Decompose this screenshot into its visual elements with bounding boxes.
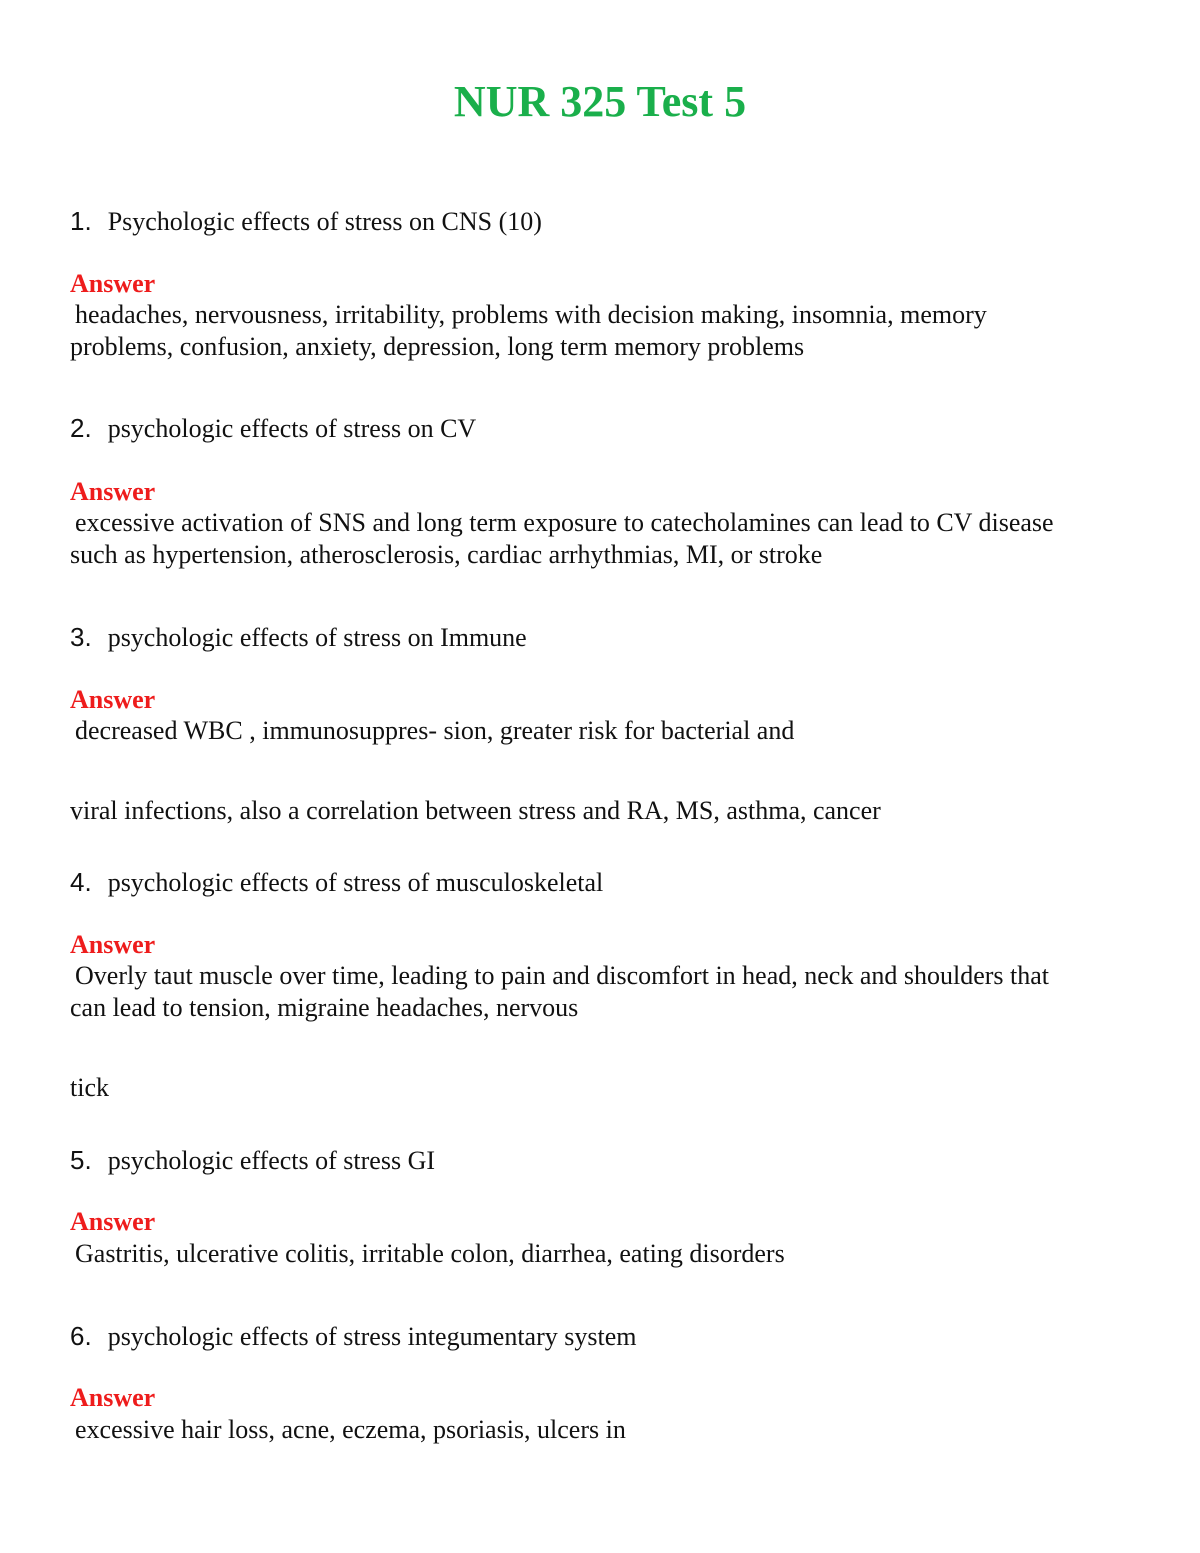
answer-text bbox=[70, 299, 1130, 363]
question-number: 3. bbox=[70, 622, 92, 652]
question-number: 1. bbox=[70, 206, 92, 236]
answer-line: problems, confusion, anxiety, depression, long term memory problems bbox=[70, 332, 805, 361]
question-number: 6. bbox=[70, 1321, 92, 1351]
answer-line: decreased WBC , immunosuppres- sion, greater risk for bacterial and bbox=[75, 716, 795, 745]
question-1 bbox=[70, 205, 1130, 238]
answer-text bbox=[70, 960, 1130, 1024]
question-3 bbox=[70, 621, 1130, 654]
answer-line: excessive hair loss, acne, eczema, psoriasis, ulcers in bbox=[75, 1415, 626, 1444]
answer-label: Answer bbox=[70, 685, 156, 714]
answer-line: such as hypertension, atherosclerosis, cardiac arrhythmias, MI, or stroke bbox=[70, 540, 823, 569]
answer-text bbox=[70, 507, 1130, 571]
answer-text-continued bbox=[70, 795, 1130, 827]
answer-text bbox=[70, 1238, 1130, 1270]
question-5 bbox=[70, 1144, 1130, 1177]
answer-text bbox=[70, 715, 1130, 747]
page-title: NUR 325 Test 5 bbox=[453, 77, 747, 126]
answer-line: can lead to tension, migraine headaches, nervous bbox=[70, 993, 579, 1022]
answer-line: viral infections, also a correlation between stress and RA, MS, asthma, cancer bbox=[70, 796, 881, 825]
answer-line: headaches, nervousness, irritability, problems with decision making, insomnia, memory bbox=[75, 300, 987, 329]
answer-label: Answer bbox=[70, 477, 156, 506]
question-number: 4. bbox=[70, 867, 92, 897]
question-text: Psychologic effects of stress on CNS (10) bbox=[107, 207, 542, 236]
answer-line: Overly taut muscle over time, leading to pain and discomfort in head, neck and shoulders that bbox=[75, 961, 1050, 990]
answer-line: tick bbox=[70, 1073, 109, 1102]
question-number: 5. bbox=[70, 1145, 92, 1175]
answer-line: excessive activation of SNS and long term exposure to catecholamines can lead to CV disease bbox=[75, 508, 1054, 537]
question-text: psychologic effects of stress GI bbox=[107, 1146, 436, 1175]
question-4 bbox=[70, 866, 1130, 899]
question-2 bbox=[70, 412, 1130, 445]
answer-text-continued bbox=[70, 1072, 1130, 1104]
question-6 bbox=[70, 1320, 1130, 1353]
answer-label: Answer bbox=[70, 1207, 156, 1236]
question-text: psychologic effects of stress integumentary system bbox=[107, 1322, 637, 1351]
question-text: psychologic effects of stress on CV bbox=[107, 414, 477, 443]
answer-label: Answer bbox=[70, 1383, 156, 1412]
question-number: 2. bbox=[70, 413, 92, 443]
answer-label: Answer bbox=[70, 269, 156, 298]
question-text: psychologic effects of stress of musculoskeletal bbox=[107, 868, 604, 897]
answer-text bbox=[70, 1414, 1130, 1446]
question-text: psychologic effects of stress on Immune bbox=[107, 623, 527, 652]
answer-label: Answer bbox=[70, 930, 156, 959]
answer-line: Gastritis, ulcerative colitis, irritable colon, diarrhea, eating disorders bbox=[75, 1239, 785, 1268]
